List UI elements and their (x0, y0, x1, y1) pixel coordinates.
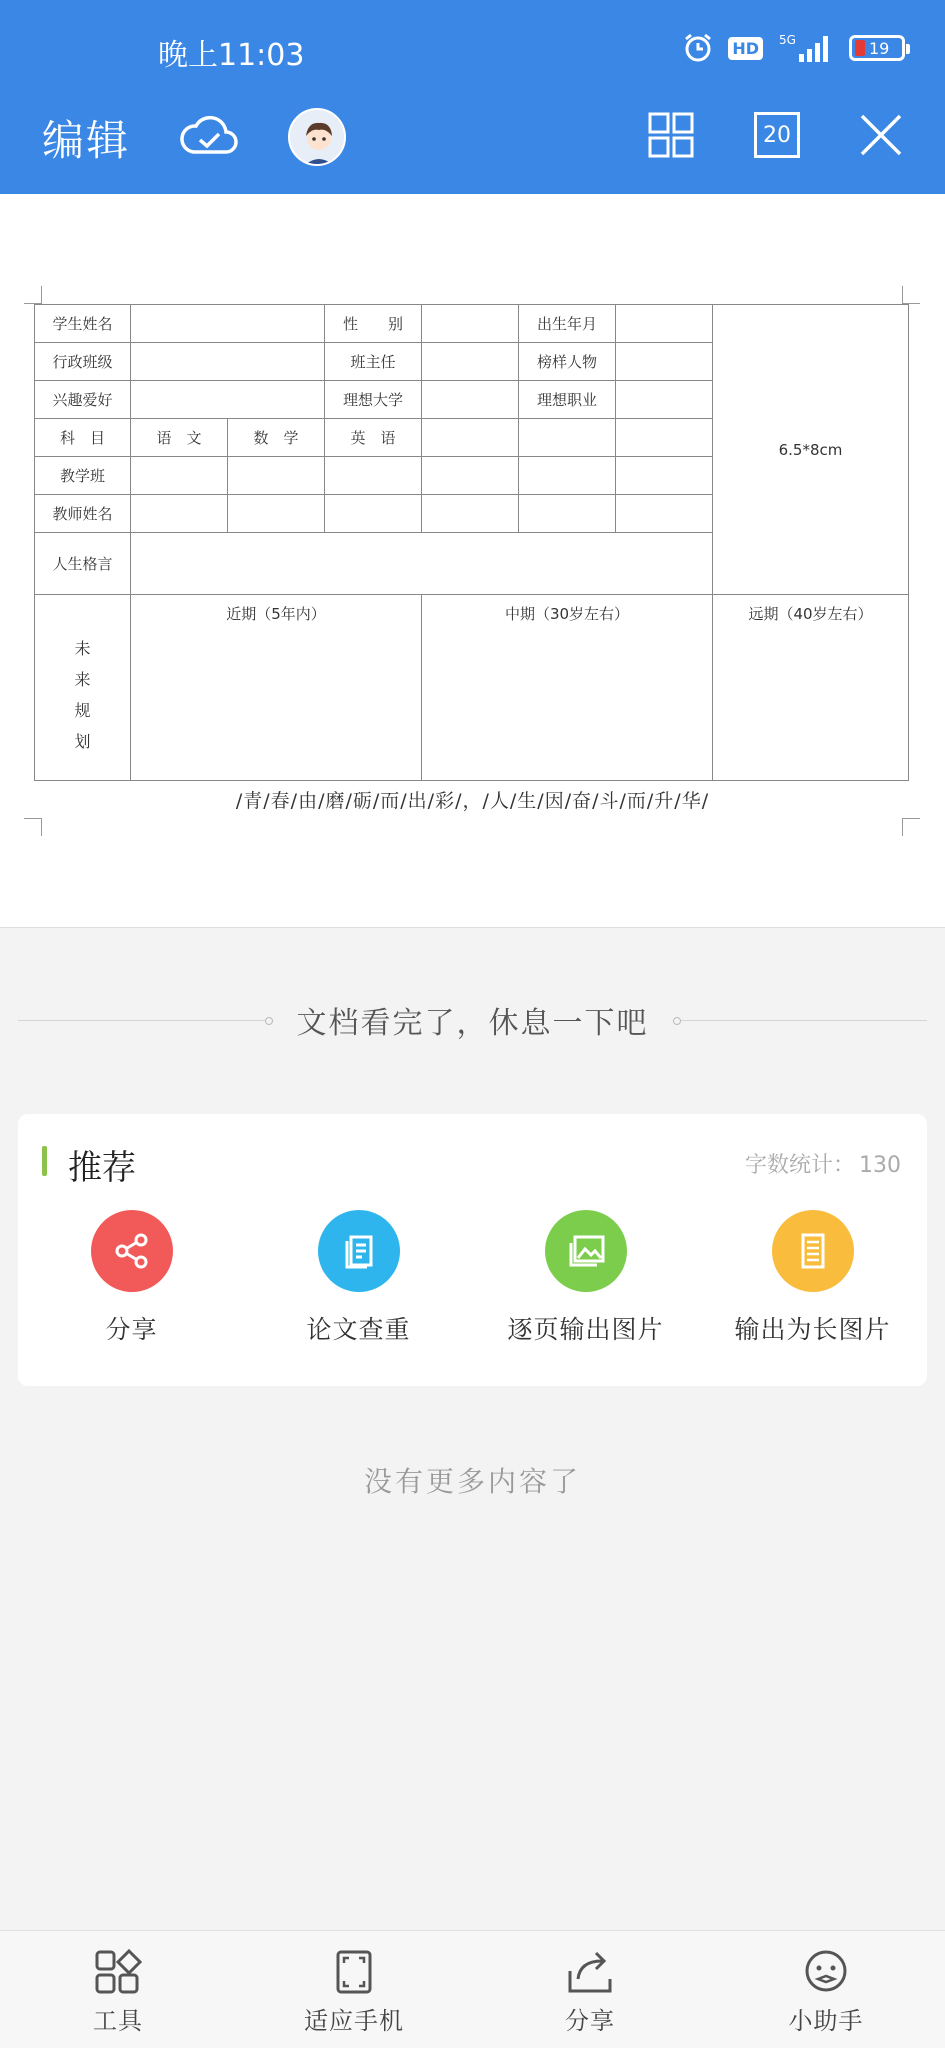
grid-view-icon[interactable] (648, 112, 694, 158)
value-cell (131, 381, 325, 419)
cloud-sync-icon[interactable] (180, 110, 238, 158)
status-time: 晚上11:03 (158, 38, 305, 73)
student-info-table (34, 304, 909, 781)
mid-term-plan: 中期（30岁左右） (422, 595, 713, 781)
label-role-model: 榜样人物 (519, 343, 616, 381)
export-page-images-action[interactable] (472, 1210, 699, 1346)
value-cell (422, 419, 519, 457)
nav-share[interactable] (472, 1931, 708, 2048)
fit-screen-icon (334, 1949, 374, 1995)
battery-level: 19 (869, 38, 890, 58)
value-cell (616, 457, 713, 495)
share-export-icon (566, 1949, 614, 1995)
label-ideal-university: 理想大学 (325, 381, 422, 419)
label-hobby: 兴趣爱好 (35, 381, 131, 419)
document-check-icon[interactable] (318, 1210, 400, 1292)
share-icon[interactable] (91, 1210, 173, 1292)
long-image-icon[interactable] (772, 1210, 854, 1292)
plagiarism-check-label: 论文查重 (306, 1315, 411, 1344)
value-cell (131, 343, 325, 381)
nav-fit-phone[interactable] (236, 1931, 472, 2048)
share-action[interactable] (18, 1210, 245, 1346)
value-cell (422, 305, 519, 343)
value-cell (131, 495, 228, 533)
assistant-icon (802, 1949, 850, 1995)
label-teacher-name: 教师姓名 (35, 495, 131, 533)
tools-icon (94, 1949, 142, 1995)
value-cell (616, 305, 713, 343)
top-toolbar (0, 0, 945, 194)
subject-math: 数 学 (228, 419, 325, 457)
word-count-label: 字数统计： (744, 1153, 855, 1178)
status-icons (682, 32, 905, 64)
label-gender: 性 别 (325, 305, 422, 343)
value-cell (422, 457, 519, 495)
network-label: 5G (779, 33, 796, 47)
long-term-plan: 远期（40岁左右） (713, 595, 909, 781)
value-cell (325, 457, 422, 495)
value-cell (131, 457, 228, 495)
value-cell (519, 495, 616, 533)
value-cell (228, 457, 325, 495)
end-of-document-text: 文档看完了，休息一下吧 (296, 1006, 649, 1041)
document-page[interactable] (0, 194, 945, 928)
label-birth: 出生年月 (519, 305, 616, 343)
label-subject: 科 目 (35, 419, 131, 457)
recommend-card (18, 1114, 927, 1386)
battery-icon (849, 35, 905, 61)
crop-mark (902, 818, 920, 836)
value-cell (325, 495, 422, 533)
bottom-nav (0, 1930, 945, 2048)
label-life-motto: 人生格言 (35, 533, 131, 595)
nav-tools[interactable] (0, 1931, 236, 2048)
page-count-button[interactable]: 20 (754, 112, 800, 158)
label-ideal-job: 理想职业 (519, 381, 616, 419)
avatar[interactable] (288, 108, 346, 166)
value-cell (616, 419, 713, 457)
document-motto: /青/春/由/磨/砺/而/出/彩/，/人/生/因/奋/斗/而/升/华/ (235, 790, 710, 812)
value-cell (131, 305, 325, 343)
word-count-value: 130 (859, 1153, 901, 1178)
end-of-document-divider (18, 1000, 927, 1040)
value-cell (131, 533, 713, 595)
value-cell (519, 419, 616, 457)
crop-mark (24, 818, 42, 836)
nav-assistant-label: 小助手 (788, 2007, 864, 2035)
close-icon[interactable] (858, 112, 904, 158)
nav-assistant[interactable] (708, 1931, 944, 2048)
export-page-images-label: 逐页输出图片 (507, 1315, 664, 1344)
value-cell (616, 381, 713, 419)
edit-button[interactable]: 编辑 (42, 116, 131, 165)
label-teacher: 班主任 (325, 343, 422, 381)
label-teaching-class: 教学班 (35, 457, 131, 495)
avatar-image (290, 110, 346, 166)
value-cell (422, 495, 519, 533)
nav-share-label: 分享 (565, 2007, 615, 2035)
label-class: 行政班级 (35, 343, 131, 381)
alarm-icon (682, 32, 714, 64)
recommend-title: 推荐 (68, 1148, 136, 1188)
plagiarism-check-action[interactable] (245, 1210, 472, 1346)
label-future-plan-cell (35, 595, 131, 781)
nav-fit-phone-label: 适应手机 (304, 2007, 404, 2035)
subject-english: 英 语 (325, 419, 422, 457)
near-term-plan: 近期（5年内） (131, 595, 422, 781)
share-label: 分享 (105, 1315, 158, 1344)
nav-tools-label: 工具 (93, 2007, 143, 2035)
export-long-image-label: 输出为长图片 (734, 1315, 891, 1344)
value-cell (422, 343, 519, 381)
subject-chinese: 语 文 (131, 419, 228, 457)
label-student-name: 学生姓名 (35, 305, 131, 343)
value-cell (616, 343, 713, 381)
word-count (741, 1148, 901, 1179)
signal-icon (777, 32, 835, 64)
photo-placeholder: 6.5*8cm (713, 305, 909, 595)
image-export-icon[interactable] (545, 1210, 627, 1292)
export-long-image-action[interactable] (699, 1210, 926, 1346)
value-cell (519, 457, 616, 495)
crop-mark (902, 286, 920, 304)
value-cell (616, 495, 713, 533)
value-cell (422, 381, 519, 419)
crop-mark (24, 286, 42, 304)
hd-badge: HD (728, 37, 763, 60)
value-cell (228, 495, 325, 533)
label-future-plan: 未来规划 (74, 639, 91, 751)
no-more-content: 没有更多内容了 (363, 1465, 581, 1498)
section-accent-bar (42, 1146, 47, 1176)
